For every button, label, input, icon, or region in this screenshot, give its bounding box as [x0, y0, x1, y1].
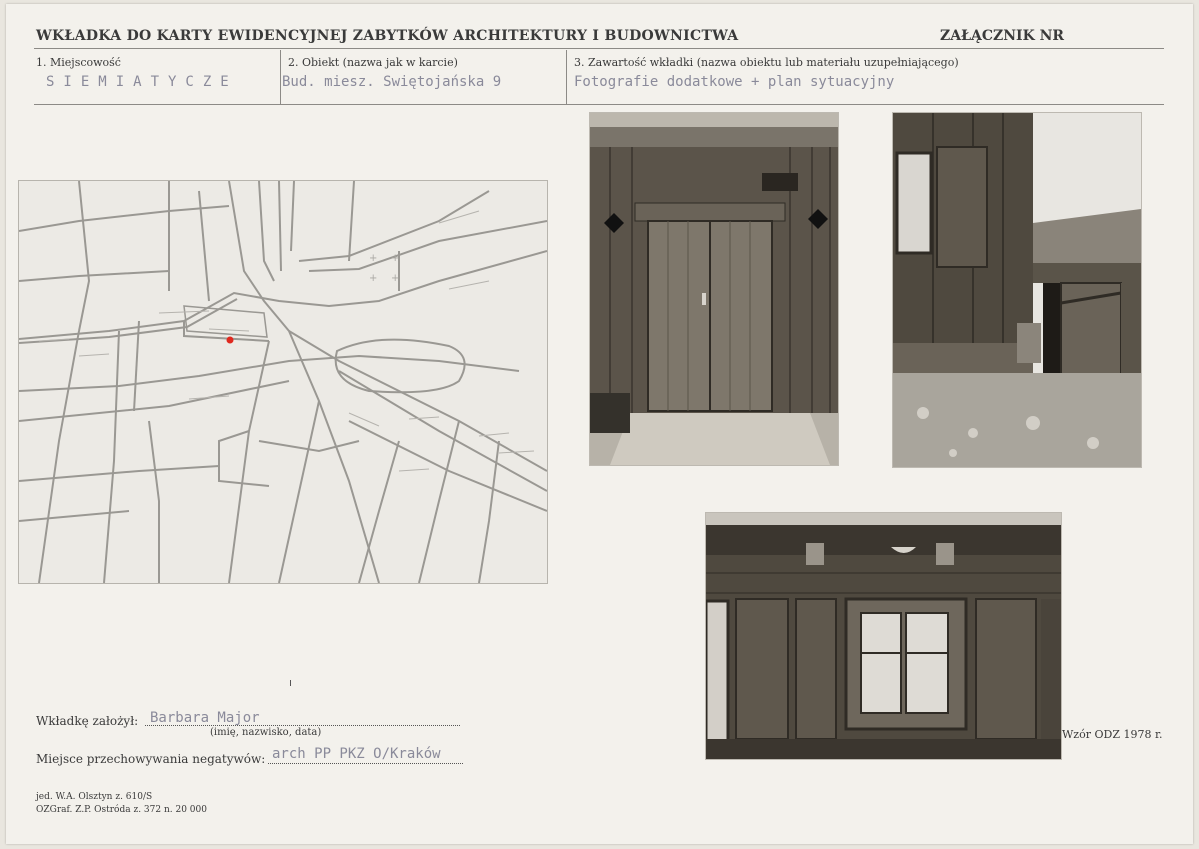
location-marker [227, 337, 234, 344]
print-info-line-2: OZGraf. Z.P. Ostróda z. 372 n. 20 000 [36, 805, 207, 815]
situation-plan-map [18, 180, 548, 584]
annex-number-label: ZAŁĄCZNIK NR [940, 28, 1065, 44]
street-map-drawing [19, 181, 547, 583]
form-model-label: Wzór ODZ 1978 r. [1062, 728, 1163, 741]
windows-photo-drawing [706, 513, 1061, 759]
content-label: 3. Zawartość wkładki (nazwa obiektu lub materiału uzupełniającego) [574, 56, 959, 69]
negatives-storage-label: Miejsce przechowywania negatywów: [36, 752, 266, 766]
fields-bottom-rule [34, 104, 1164, 105]
founded-by-value: Barbara Major [150, 710, 260, 726]
document-title: WKŁADKA DO KARTY EWIDENCYJNEJ ZABYTKÓW ARCHITEKTURY I BUDOWNICTWA [36, 28, 739, 44]
object-label: 2. Obiekt (nazwa jak w karcie) [288, 56, 458, 69]
founded-by-line [145, 725, 460, 726]
svg-text:+: + [391, 253, 400, 264]
registration-mark [290, 680, 291, 686]
header-rule [34, 48, 1164, 49]
founded-by-label: Wkładkę założył: [36, 714, 139, 728]
gate-photo-drawing [893, 113, 1141, 467]
door-photo-drawing [590, 113, 838, 465]
svg-text:+: + [369, 273, 378, 284]
negatives-storage-value: arch PP PKZ O/Kraków [272, 746, 441, 762]
field-divider-2 [566, 50, 567, 104]
photo-side-gate [892, 112, 1142, 468]
locality-value: SIEMIATYCZE [46, 74, 238, 90]
print-info-line-1: jed. W.A. Olsztyn z. 610/S [36, 792, 153, 802]
photo-facade-windows [705, 512, 1062, 760]
field-divider-1 [280, 50, 281, 104]
photo-front-door [589, 112, 839, 466]
founded-by-hint: (imię, nazwisko, data) [210, 727, 322, 738]
locality-label: 1. Miejscowość [36, 56, 121, 69]
svg-text:+: + [391, 273, 400, 284]
object-value: Bud. miesz. Swiętojańska 9 [282, 74, 502, 90]
content-value: Fotografie dodatkowe + plan sytuacyjny [574, 74, 895, 90]
negatives-storage-line [268, 763, 463, 764]
svg-text:+: + [369, 253, 378, 264]
